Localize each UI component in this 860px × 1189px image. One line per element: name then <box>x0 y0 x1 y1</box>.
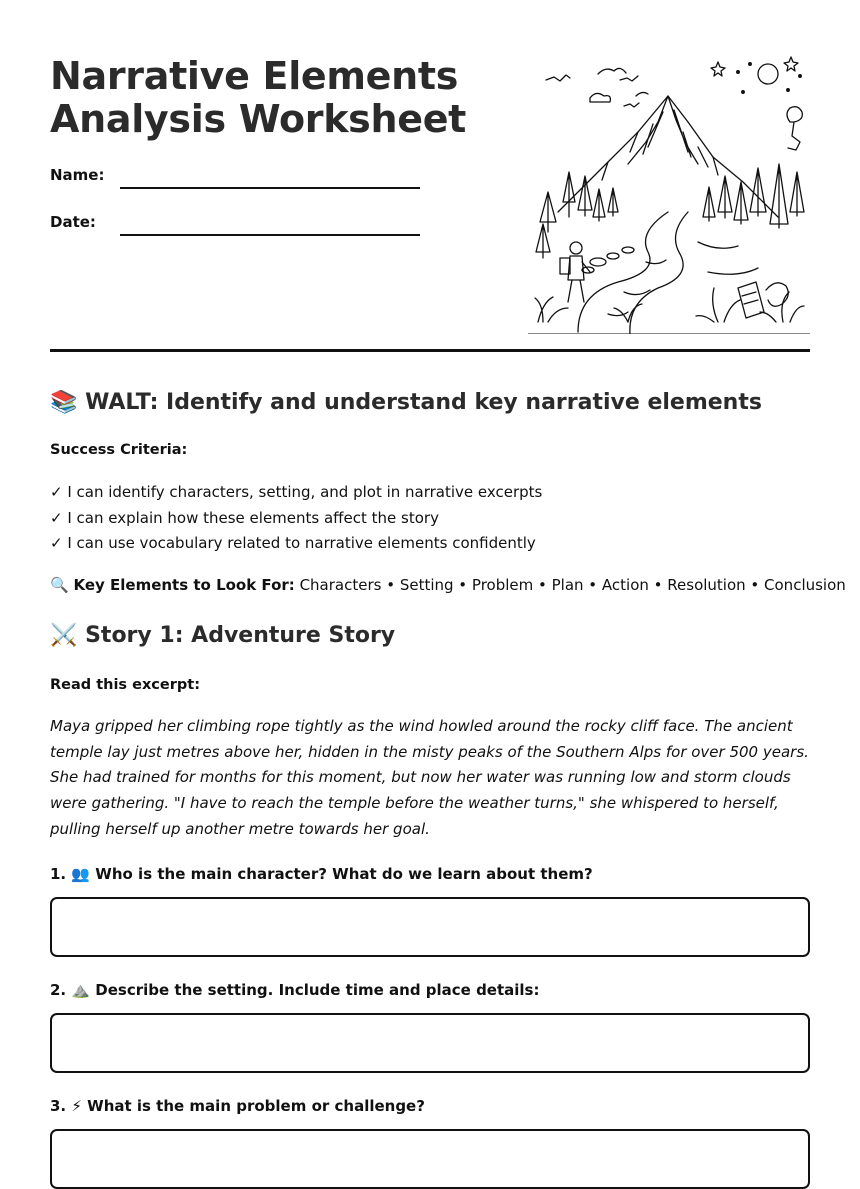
criteria-item: ✓ I can explain how these elements affect the story <box>50 509 439 527</box>
books-icon: 📚 <box>50 390 78 415</box>
magnifier-icon: 🔍 <box>50 576 69 594</box>
question-text: Who is the main character? What do we learn about them? <box>95 865 593 883</box>
key-elements-label: Key Elements to Look For: <box>73 576 295 594</box>
story1-heading-text: Story 1: Adventure Story <box>85 623 396 648</box>
header-divider <box>50 349 810 352</box>
story1-heading <box>50 623 395 648</box>
worksheet-title: Narrative Elements Analysis Worksheet <box>50 54 467 141</box>
question-number: 3. <box>50 1097 67 1115</box>
lightning-icon: ⚡ <box>71 1097 82 1115</box>
question-1 <box>50 865 593 883</box>
question-number: 2. <box>50 981 67 999</box>
question-number: 1. <box>50 865 67 883</box>
name-field[interactable] <box>120 187 420 189</box>
walt-heading <box>50 390 762 415</box>
date-field[interactable] <box>120 234 420 236</box>
question-2 <box>50 981 539 999</box>
key-elements-list: Characters • Setting • Problem • Plan • Action • Resolution • Conclusion <box>299 576 846 594</box>
answer-box-2[interactable] <box>50 1013 810 1073</box>
key-elements <box>50 576 846 594</box>
criteria-item: ✓ I can use vocabulary related to narrative elements confidently <box>50 534 536 552</box>
criteria-item: ✓ I can identify characters, setting, and plot in narrative excerpts <box>50 483 543 501</box>
question-3 <box>50 1097 425 1115</box>
mountain-icon: ⛰️ <box>71 981 91 999</box>
swords-icon: ⚔️ <box>50 623 78 648</box>
question-text: Describe the setting. Include time and place details: <box>95 981 540 999</box>
walt-heading-text: WALT: Identify and understand key narrative elements <box>85 390 762 415</box>
read-excerpt-label: Read this excerpt: <box>50 677 200 693</box>
answer-box-1[interactable] <box>50 897 810 957</box>
story-excerpt: Maya gripped her climbing rope tightly as the wind howled around the rocky cliff face. The ancient temple lay just metres above her, hidden in the misty peaks of the Southern Alps for over 500 years. She had trained for months for this moment, but now her water was running low and storm clouds were gathering. "I have to reach the temple before the weather turns," she whispered to herself, pulling herself up another metre towards her goal. <box>50 717 809 838</box>
success-criteria-label: Success Criteria: <box>50 442 188 458</box>
name-label: Name: <box>50 166 105 184</box>
date-label: Date: <box>50 213 96 231</box>
mountain-hiker-illustration <box>528 52 810 334</box>
people-icon: 👥 <box>71 865 91 883</box>
answer-box-3[interactable] <box>50 1129 810 1189</box>
question-text: What is the main problem or challenge? <box>87 1097 425 1115</box>
